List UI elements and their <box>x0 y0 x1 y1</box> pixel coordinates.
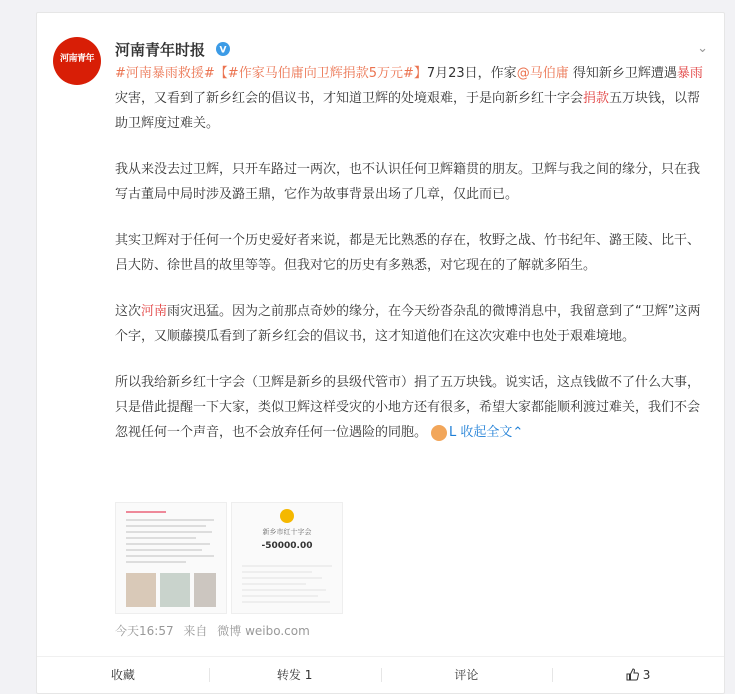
text: 五万块钱，以帮助卫辉度过难关。 <box>115 91 701 131</box>
l-label: L <box>449 425 457 440</box>
repost-button[interactable]: 转发 1 <box>209 657 381 694</box>
image-thumbnail[interactable] <box>231 502 343 614</box>
favorite-button[interactable]: 收藏 <box>110 668 135 682</box>
verified-icon <box>216 41 230 60</box>
avatar-logo: 河南青年 <box>59 54 94 64</box>
text: 所以我给新乡红十字会（卫辉是新乡的县级代管市）捐了五万块钱。说实话，这点钱做不了什么大事，只是借此提醒一下大家，类似卫辉这样受灾的小地方还有很多，希望大家都能顺利渡过难关，我们不会忽视任何一个声音，也不会放弃任何一位遇险的同胞。 <box>115 375 701 440</box>
text: 7月23日，作家 <box>426 66 517 81</box>
action-bar <box>37 656 724 694</box>
chevron-up-icon: ⌃ <box>512 425 524 440</box>
account-name[interactable]: 河南青年时报 <box>115 41 206 59</box>
post-meta <box>115 622 316 639</box>
wallet-icon <box>280 509 294 523</box>
org-label: 新乡市红十字会 <box>262 528 312 536</box>
keyword: 河南 <box>141 304 168 319</box>
text: 雨灾迅猛。因为之前那点奇妙的缘分，在今天纷沓杂乱的微博消息中，我留意到了“卫辉”这两个字，又顺藤摸瓜看到了新乡红会的倡议书，这才知道他们在这次灾难中也处于艰难境地。 <box>115 304 701 344</box>
post-header <box>115 39 230 60</box>
from-label: 来自 <box>183 624 208 638</box>
paragraph-2: 我从来没去过卫辉，只开车路过一两次，也不认识任何卫辉籍贯的朋友。卫辉与我之间的缘分，只在我写古董局中局时涉及潞王鼎，它作为故事背景出场了几章，仅此而已。 <box>115 162 701 202</box>
emoji-icon <box>431 425 447 441</box>
avatar[interactable] <box>53 37 101 85</box>
comment-button[interactable]: 评论 <box>381 657 553 694</box>
post-time[interactable]: 今天16:57 <box>115 624 174 638</box>
text: 灾害，又看到了新乡红会的倡议书，才知道卫辉的处境艰难，于是向新乡红十字会 <box>115 91 584 106</box>
thumbs-up-icon <box>626 668 643 682</box>
paragraph-3: 其实卫辉对于任何一个历史爱好者来说，都是无比熟悉的存在，牧野之战、竹书纪年、潞王陵、比干、吕大防、徐世昌的故里等等。但我对它的历史有多熟悉，对它现在的了解就多陌生。 <box>115 233 701 273</box>
image-gallery <box>115 502 343 612</box>
weibo-card <box>36 12 725 694</box>
svg-text:V: V <box>219 45 227 56</box>
amount-label: -50000.00 <box>261 541 313 551</box>
topic-tag[interactable]: 【#作家马伯庸向卫辉捐款5万元#】 <box>214 66 427 81</box>
paragraph-4 <box>115 299 709 349</box>
keyword: 暴雨 <box>676 66 703 81</box>
keyword: 捐款 <box>583 91 610 106</box>
like-button[interactable] <box>552 657 724 694</box>
text: 得知新乡卫辉遭遇 <box>568 66 677 81</box>
chevron-down-icon[interactable]: ⌄ <box>697 41 708 56</box>
like-count: 3 <box>642 668 651 682</box>
topic-tag[interactable]: #河南暴雨救援# <box>115 66 215 81</box>
image-thumbnail[interactable] <box>115 502 227 614</box>
text: 这次 <box>115 304 142 319</box>
source-link[interactable]: 微博 weibo.com <box>217 624 310 638</box>
paragraph-5 <box>115 370 709 445</box>
paragraph-1 <box>115 61 709 136</box>
collapse-link[interactable]: 收起全文⌃ <box>460 425 524 440</box>
mention-link[interactable]: @马伯庸 <box>516 66 569 81</box>
post-content <box>115 61 709 445</box>
